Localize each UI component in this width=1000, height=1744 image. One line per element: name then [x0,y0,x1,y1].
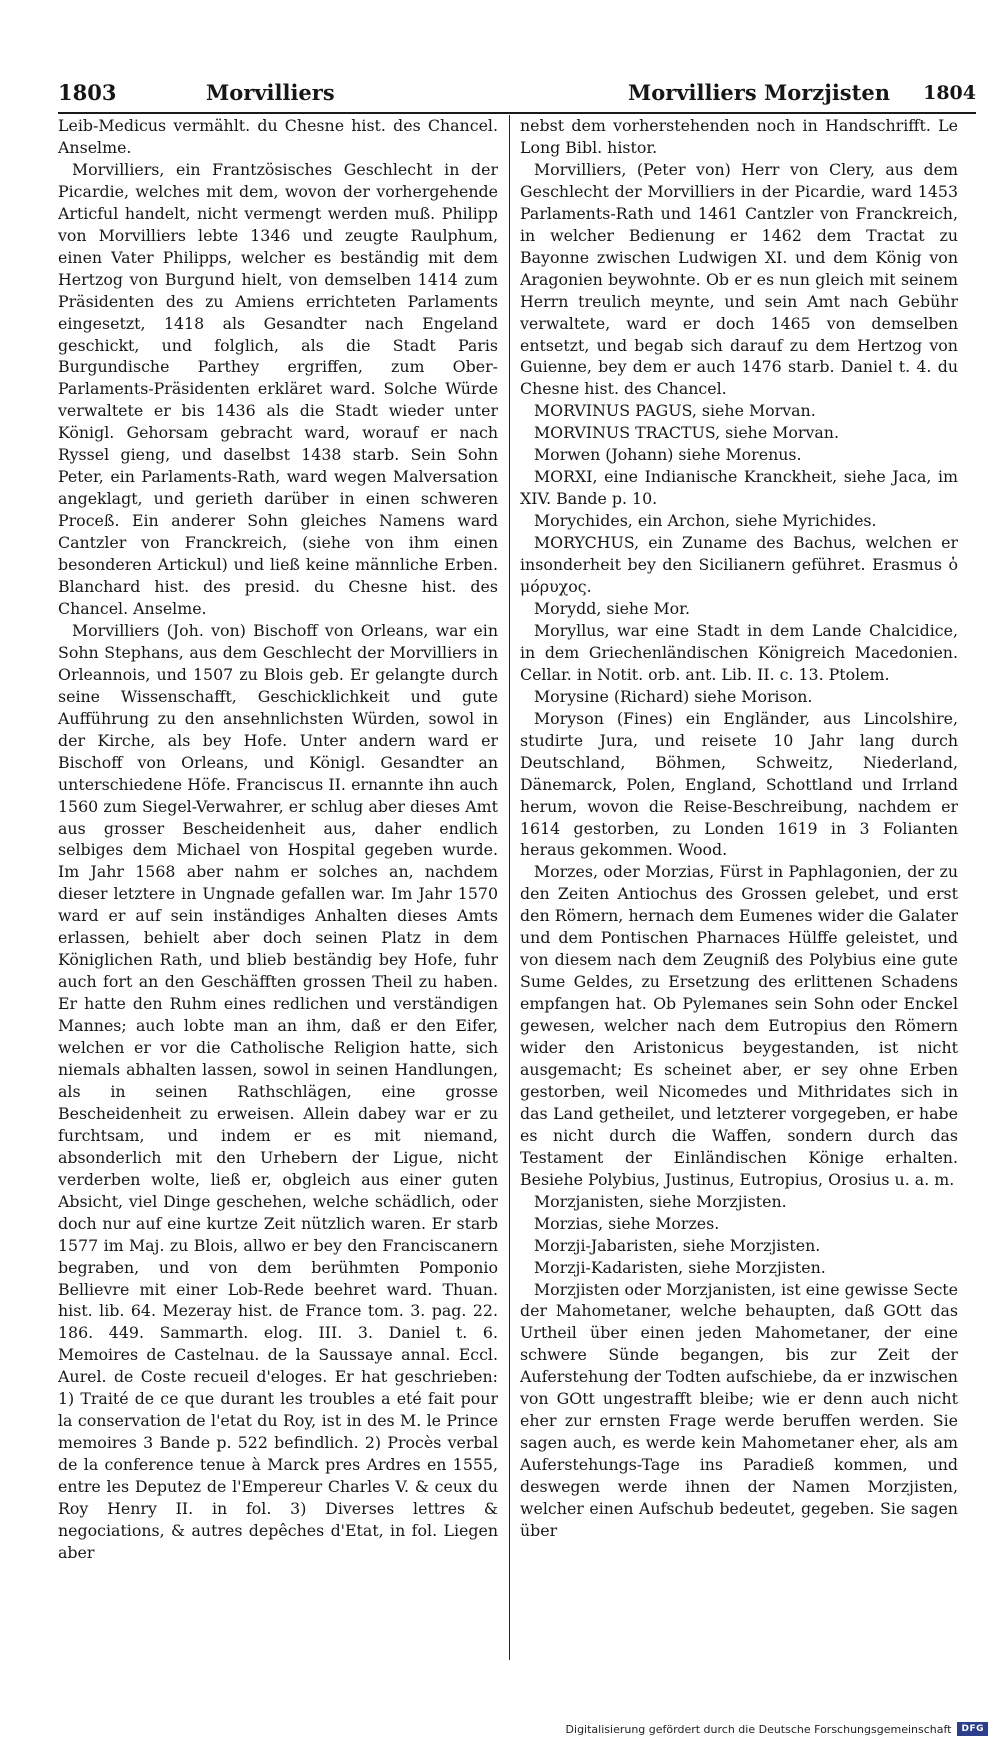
column-divider [509,115,510,1660]
entry-paragraph: Morzjisten oder Morzjanisten, ist eine gewisse Secte der Mahometaner, welche behaupten, daß GOtt das Urtheil über einen jeden Mahometaner, der eine schwere Sünde begangen, bis zur Zeit der Auferstehung der Todten aufschiebe, da er inzwischen von GOtt ungestrafft bleibe; wie er denn auch nicht eher zur ernsten Frage werde beruffen werden. Sie sagen auch, es werde kein Mahometaner eher, als am Auferstehungs-Tage ins Paradieß kommen, und deswegen werde ihnen der Namen Morzjisten, welcher einen Aufschub bedeutet, gegeben. Sie sagen über [520,1279,958,1540]
entry-paragraph: Morwen (Johann) siehe Morenus. [534,445,802,465]
entry-paragraph: MORVINUS PAGUS, siehe Morvan. [534,401,816,421]
entry-paragraph: Morzes, oder Morzias, Fürst in Paphlagonien, der zu den Zeiten Antiochus des Grossen gelebet, und erst den Römern, hernach dem Eumenes wider die Galater und dem Pontischen Pharnaces Hülffe geleistet, und von diesem nach dem Zeugniß des Polybius eine gute Sume Geldes, zu Ersetzung des erlittenen Schadens empfangen hat. Ob Pylemanes sein Sohn oder Enckel gewesen, welcher nach dem Eutropius den Römern wider den Aristonicus beygestanden, ist nicht ausgemacht; Es scheinet aber, er sey ohne Erben gestorben, weil Nicomedes und Mithridates sich in das Land getheilet, und letzterer vorgegeben, er habe es nicht durch die Waffen, sondern durch das Testament der Einländischen Könige erhalten. Besiehe Polybius, Justinus, Eutropius, Orosius u. a. m. [520,862,958,1189]
entry-paragraph: Morydd, siehe Mor. [534,598,691,618]
entry-paragraph: Morzji-Jabaristen, siehe Morzjisten. [534,1235,821,1255]
entry-paragraph: Moryllus, war eine Stadt in dem Lande Chalcidice, in dem Griechenländischen Königreich Macedonien. Cellar. in Notit. orb. ant. Lib. II. c. 13. Ptolem. [520,620,958,684]
entry-paragraph: Leib-Medicus vermählt. du Chesne hist. des Chancel. Anselme. [58,116,498,157]
page-header [58,72,976,114]
left-catchword: Morvilliers [206,80,335,105]
entry-paragraph: Morvilliers, ein Frantzösisches Geschlecht in der Picardie, welches mit dem, wovon der vorhergehende Articful handelt, nicht vermengt werden muß. Philipp von Morvilliers lebte 1346 und zeugte Raulphum, einen Vater Philipps, welcher es beständig mit dem Hertzog von Burgund hielt, von demselben 1414 zum Präsidenten des zu Amiens errichteten Parlaments eingesetzt, 1418 als Gesandter nach Engeland geschickt, und folglich, als die Stadt Paris Burgundische Parthey ergriffen, zum Ober-Parlaments-Präsidenten erkläret ward. Solche Würde verwaltete er bis 1436 als die Stadt wieder unter Königl. Gehorsam gebracht ward, worauf er nach Ryssel gieng, und daselbst 1438 starb. Sein Sohn Peter, ein Parlaments-Rath, ward wegen Malversation angeklagt, und gerieth darüber in einen schweren Proceß. Ein anderer Sohn gleiches Namens ward Cantzler von Franckreich, (siehe von ihm einen besonderen Artickul) und ließ keine männliche Erben. Blanchard hist. des presid. du Chesne hist. des Chancel. Anselme. [58,159,498,618]
entry-paragraph: Morvilliers (Joh. von) Bischoff von Orleans, war ein Sohn Stephans, aus dem Geschlecht der Morvilliers in Orleannois, und 1507 zu Blois geb. Er gelangte durch seine Wissenschafft, Geschicklichkeit und gute Aufführung zu den ansehnlichsten Würden, sowol in der Kirche, als bey Hofe. Unter andern ward er Bischoff von Orleans, und Königl. Gesandter an unterschiedene Höfe. Franciscus II. ernannte ihn auch 1560 zum Siegel-Verwahrer, er schlug aber dieses Amt aus grosser Bescheidenheit aus, daher endlich selbiges dem Michael von Hospital gegeben wurde. Im Jahr 1568 aber nahm er solches an, nachdem dieser letztere in Ungnade gefallen war. Im Jahr 1570 ward er auf sein inständiges Anhalten dieses Amts erlassen, behielt aber doch seinen Platz in dem Königlichen Rath, und blieb beständig bey Hofe, fuhr auch fort an den Geschäfften grossen Theil zu haben. Er hatte den Ruhm eines redlichen und verständigen Mannes; auch lobte man an ihm, daß er den Eifer, welchen er vor die Catholische Religion hatte, sich niemals abhalten lassen, sowol in seinen Handlungen, als in seinen Rathschlägen, eine grosse Bescheidenheit zu erweisen. Allein dabey war er zu furchtsam, und indem er es mit niemand, absonderlich mit den Urhebern der Ligue, nicht verderben wolte, ließ er, obgleich aus einer guten Absicht, viel Dinge geschehen, welche schädlich, oder doch nur auf eine kurtze Zeit nützlich waren. Er starb 1577 im Maj. zu Blois, allwo er bey den Franciscanern begraben, und von dem berühmten Pomponio Bellievre mit einer Lob-Rede beehret ward. Thuan. hist. lib. 64. Mezeray hist. de France tom. 3. pag. 22. 186. 449. Sammarth. elog. III. 3. Daniel t. 6. Memoires de Castelnau. de la Saussaye annal. Eccl. Aurel. de Coste recueil d'eloges. Er hat geschrieben: 1) Traité de ce que durant les troubles a eté fait pour la conservation de l'etat du Roy, ist in des M. le Prince memoires 3 Bande p. 522 befindlich. 2) Procès verbal de la conference tenue à Marck pres Ardres en 1555, entre les Deputez de l'Empereur Charles V. & ceux du Roy Henry II. in fol. 3) Diverses lettres & negociations, & autres depêches d'Etat, in fol. Liegen aber [58,620,498,1562]
entry-paragraph: MORYCHUS, ein Zuname des Bachus, welchen er insonderheit bey den Sicilianern geführet. Erasmus ὁ μόρυχος. [520,533,958,597]
left-page-number: 1803 [58,80,117,105]
left-column [58,115,498,1663]
right-column [520,115,958,1663]
entry-paragraph: nebst dem vorherstehenden noch in Handschrifft. Le Long Bibl. histor. [520,116,958,157]
digitization-footer [566,1722,988,1736]
funding-credit: Digitalisierung gefördert durch die Deutsche Forschungsgemeinschaft [565,1722,952,1736]
entry-paragraph: Morysine (Richard) siehe Morison. [534,686,813,706]
right-catchwords: Morvilliers Morzjisten [628,80,890,105]
entry-paragraph: MORVINUS TRACTUS, siehe Morvan. [534,423,839,443]
entry-paragraph: Morzji-Kadaristen, siehe Morzjisten. [534,1257,826,1277]
right-page-number: 1804 [923,82,976,104]
entry-paragraph: Morychides, ein Archon, siehe Myrichides. [534,511,877,531]
entry-paragraph: Morzias, siehe Morzes. [534,1213,720,1233]
entry-paragraph: Morvilliers, (Peter von) Herr von Clery, aus dem Geschlecht der Morvilliers in der Picardie, ward 1453 Parlaments-Rath und 1461 Cantzler von Franckreich, in welcher Bedienung er 1462 dem Tractat zu Bayonne zwischen Ludwigen XI. und dem König von Aragonien beywohnte. Ob er es nun gleich mit seinem Herrn treulich meynte, und sein Amt nach Gebühr verwaltete, ward er doch 1465 von demselben entsetzt, und begab sich darauf zu dem Hertzog von Guienne, bey dem er auch 1476 starb. Daniel t. 4. du Chesne hist. des Chancel. [520,159,958,399]
entry-paragraph: MORXI, eine Indianische Kranckheit, siehe Jaca, im XIV. Bande p. 10. [520,467,958,509]
entry-paragraph: Morzjanisten, siehe Morzjisten. [534,1191,787,1211]
entry-paragraph: Moryson (Fines) ein Engländer, aus Lincolshire, studirte Jura, und reisete 10 Jahr lang durch Deutschland, Böhmen, Schweitz, Niederland, Dänemarck, Polen, England, Schottland und Irrland herum, wovon die Reise-Beschreibung, nachdem er 1614 gestorben, zu Londen 1619 in 3 Folianten heraus gekommen. Wood. [520,708,958,860]
dfg-logo: DFG [957,1722,988,1736]
